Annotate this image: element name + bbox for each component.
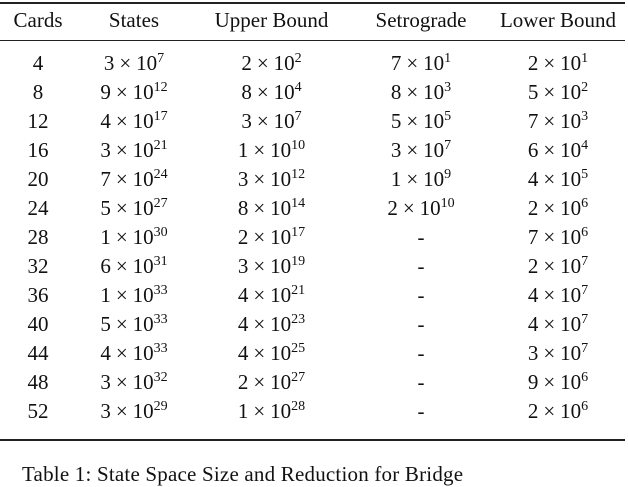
exponent: 7 — [581, 254, 589, 269]
mantissa: 3 — [241, 109, 252, 133]
base: 10 — [560, 80, 582, 104]
cell-states — [76, 281, 192, 310]
mantissa: 4 — [237, 283, 249, 307]
mantissa: 4 — [100, 109, 111, 133]
base: 10 — [132, 225, 154, 249]
base: 10 — [132, 370, 154, 394]
cell-value: 40 — [27, 312, 49, 336]
base: 10 — [560, 312, 582, 336]
cell-lower-bound — [491, 107, 625, 136]
base: 10 — [273, 109, 295, 133]
table-row — [0, 78, 625, 107]
exponent: 3 — [581, 109, 589, 124]
cell-upper-bound — [192, 368, 351, 397]
base: 10 — [273, 80, 295, 104]
header-lower-bound: Lower Bound — [499, 8, 617, 32]
cell-value: - — [417, 341, 425, 365]
table-row — [0, 165, 625, 194]
cell-value: 8 — [32, 80, 44, 104]
cell-lower-bound — [491, 339, 625, 368]
mantissa: 2 — [527, 51, 539, 75]
cell-states — [76, 107, 192, 136]
cell-value: 32 — [27, 254, 49, 278]
cell-states — [76, 78, 192, 107]
cell-lower-bound — [491, 252, 625, 281]
cell-upper-bound — [192, 281, 351, 310]
times-sign: × — [543, 196, 556, 220]
times-sign: × — [543, 399, 556, 423]
times-sign: × — [253, 370, 266, 394]
mantissa: 3 — [237, 167, 249, 191]
exponent: 12 — [291, 167, 306, 182]
cell-setrograde — [351, 281, 491, 310]
times-sign: × — [543, 283, 556, 307]
exponent: 7 — [294, 109, 302, 124]
exponent: 23 — [291, 312, 306, 327]
cell-value: - — [417, 254, 425, 278]
base: 10 — [270, 341, 292, 365]
cell-cards — [0, 368, 76, 397]
table-header-row — [0, 0, 625, 41]
base: 10 — [132, 312, 154, 336]
table-row — [0, 41, 625, 78]
cell-setrograde — [351, 194, 491, 223]
times-sign: × — [115, 370, 128, 394]
table-body — [0, 41, 625, 426]
cell-upper-bound — [192, 78, 351, 107]
cell-value: 24 — [27, 196, 49, 220]
mantissa: 5 — [100, 196, 111, 220]
times-sign: × — [115, 312, 128, 336]
exponent: 30 — [153, 225, 168, 240]
cell-cards — [0, 252, 76, 281]
exponent: 27 — [153, 196, 168, 211]
times-sign: × — [253, 399, 266, 423]
cell-value: 28 — [27, 225, 49, 249]
exponent: 2 — [581, 80, 589, 95]
cell-states — [76, 194, 192, 223]
cell-value: 52 — [27, 399, 49, 423]
base: 10 — [560, 167, 582, 191]
mantissa: 6 — [100, 254, 111, 278]
cell-lower-bound — [491, 194, 625, 223]
cell-states — [76, 165, 192, 194]
table-bottom-rule — [0, 439, 625, 441]
exponent: 7 — [581, 341, 589, 356]
times-sign: × — [543, 51, 556, 75]
exponent: 33 — [153, 341, 168, 356]
mantissa: 2 — [527, 399, 539, 423]
exponent: 10 — [291, 138, 306, 153]
times-sign: × — [543, 109, 556, 133]
base: 10 — [560, 51, 582, 75]
times-sign: × — [543, 225, 556, 249]
base: 10 — [270, 399, 292, 423]
mantissa: 2 — [527, 254, 539, 278]
times-sign: × — [256, 80, 269, 104]
exponent: 4 — [581, 138, 589, 153]
exponent: 6 — [581, 196, 589, 211]
times-sign: × — [115, 283, 128, 307]
times-sign: × — [115, 196, 128, 220]
mantissa: 4 — [100, 341, 111, 365]
base: 10 — [132, 341, 154, 365]
times-sign: × — [543, 80, 556, 104]
mantissa: 4 — [527, 283, 539, 307]
exponent: 12 — [153, 80, 168, 95]
times-sign: × — [253, 225, 266, 249]
cell-upper-bound — [192, 194, 351, 223]
mantissa: 2 — [237, 225, 249, 249]
table-caption: Table 1: State Space Size and Reduction for Bridge — [22, 462, 464, 486]
base: 10 — [270, 283, 292, 307]
times-sign: × — [406, 167, 419, 191]
exponent: 3 — [444, 80, 452, 95]
table-row — [0, 339, 625, 368]
cell-setrograde — [351, 136, 491, 165]
cell-cards — [0, 397, 76, 426]
exponent: 1 — [444, 51, 452, 66]
mantissa: 2 — [387, 196, 398, 220]
table-row — [0, 397, 625, 426]
exponent: 25 — [291, 341, 306, 356]
cell-states — [76, 310, 192, 339]
mantissa: 3 — [100, 138, 111, 162]
times-sign: × — [115, 80, 128, 104]
mantissa: 4 — [527, 167, 539, 191]
cell-value: - — [417, 312, 425, 336]
cell-setrograde — [351, 107, 491, 136]
exponent: 33 — [153, 312, 168, 327]
exponent: 5 — [581, 167, 589, 182]
times-sign: × — [115, 109, 128, 133]
base: 10 — [423, 109, 445, 133]
cell-cards — [0, 223, 76, 252]
exponent: 29 — [153, 399, 168, 414]
table-row — [0, 223, 625, 252]
times-sign: × — [253, 167, 266, 191]
base: 10 — [560, 196, 582, 220]
base: 10 — [560, 225, 582, 249]
base: 10 — [132, 167, 154, 191]
exponent: 27 — [291, 370, 306, 385]
table-row — [0, 281, 625, 310]
cell-value: 36 — [27, 283, 49, 307]
exponent: 7 — [444, 138, 452, 153]
base: 10 — [273, 51, 295, 75]
base: 10 — [270, 312, 292, 336]
base: 10 — [132, 80, 154, 104]
mantissa: 2 — [527, 196, 539, 220]
mantissa: 3 — [527, 341, 539, 365]
times-sign: × — [115, 254, 128, 278]
cell-cards — [0, 78, 76, 107]
cell-setrograde — [351, 165, 491, 194]
times-sign: × — [253, 283, 266, 307]
base: 10 — [560, 138, 582, 162]
header-cards: Cards — [13, 8, 63, 32]
cell-cards — [0, 310, 76, 339]
base: 10 — [270, 196, 292, 220]
cell-lower-bound — [491, 78, 625, 107]
cell-lower-bound — [491, 397, 625, 426]
cell-value: - — [417, 370, 425, 394]
cell-lower-bound — [491, 281, 625, 310]
cell-value: - — [417, 399, 425, 423]
cell-states — [76, 368, 192, 397]
mantissa: 1 — [237, 138, 249, 162]
mantissa: 2 — [241, 51, 252, 75]
cell-upper-bound — [192, 136, 351, 165]
times-sign: × — [253, 138, 266, 162]
cell-states — [76, 223, 192, 252]
cell-lower-bound — [491, 223, 625, 252]
cell-lower-bound — [491, 41, 625, 78]
cell-states — [76, 136, 192, 165]
cell-upper-bound — [192, 252, 351, 281]
cell-value: 20 — [27, 167, 49, 191]
mantissa: 3 — [390, 138, 402, 162]
exponent: 6 — [581, 225, 589, 240]
cell-lower-bound — [491, 165, 625, 194]
mantissa: 5 — [390, 109, 402, 133]
times-sign: × — [256, 51, 269, 75]
base: 10 — [132, 254, 154, 278]
times-sign: × — [115, 167, 128, 191]
exponent: 1 — [581, 51, 589, 66]
exponent: 31 — [153, 254, 168, 269]
cell-upper-bound — [192, 223, 351, 252]
cell-value: - — [417, 225, 425, 249]
header-setrograde: Setrograde — [375, 8, 467, 32]
cell-setrograde — [351, 339, 491, 368]
exponent: 19 — [291, 254, 306, 269]
cell-cards — [0, 165, 76, 194]
base: 10 — [270, 138, 292, 162]
cell-upper-bound — [192, 41, 351, 78]
times-sign: × — [115, 225, 128, 249]
base: 10 — [560, 254, 582, 278]
table-row — [0, 310, 625, 339]
base: 10 — [270, 225, 292, 249]
exponent: 2 — [294, 51, 302, 66]
cell-value: - — [417, 283, 425, 307]
times-sign: × — [253, 312, 266, 336]
exponent: 28 — [291, 399, 306, 414]
mantissa: 7 — [390, 51, 402, 75]
cell-upper-bound — [192, 339, 351, 368]
base: 10 — [560, 283, 582, 307]
cell-value: 12 — [27, 109, 49, 133]
cell-states — [76, 339, 192, 368]
times-sign: × — [406, 80, 419, 104]
cell-setrograde — [351, 397, 491, 426]
mantissa: 3 — [100, 370, 111, 394]
cell-setrograde — [351, 252, 491, 281]
times-sign: × — [119, 51, 132, 75]
base: 10 — [419, 196, 441, 220]
table-row — [0, 252, 625, 281]
exponent: 21 — [291, 283, 306, 298]
base: 10 — [423, 80, 445, 104]
cell-states — [76, 41, 192, 78]
cell-setrograde — [351, 310, 491, 339]
times-sign: × — [115, 399, 128, 423]
cell-value: 4 — [32, 51, 44, 75]
header-states: States — [108, 8, 160, 32]
mantissa: 9 — [527, 370, 539, 394]
base: 10 — [560, 109, 582, 133]
cell-setrograde — [351, 78, 491, 107]
times-sign: × — [406, 51, 419, 75]
exponent: 9 — [444, 167, 452, 182]
base: 10 — [270, 167, 292, 191]
exponent: 5 — [444, 109, 452, 124]
exponent: 21 — [153, 138, 168, 153]
exponent: 17 — [291, 225, 306, 240]
cell-lower-bound — [491, 310, 625, 339]
times-sign: × — [256, 109, 269, 133]
mantissa: 2 — [237, 370, 249, 394]
times-sign: × — [115, 341, 128, 365]
times-sign: × — [253, 254, 266, 278]
exponent: 32 — [153, 370, 168, 385]
times-sign: × — [543, 312, 556, 336]
times-sign: × — [543, 341, 556, 365]
times-sign: × — [543, 138, 556, 162]
table-row — [0, 194, 625, 223]
exponent: 17 — [153, 109, 168, 124]
base: 10 — [423, 167, 445, 191]
cell-lower-bound — [491, 136, 625, 165]
base: 10 — [132, 283, 154, 307]
mantissa: 3 — [100, 399, 111, 423]
base: 10 — [423, 138, 445, 162]
base: 10 — [270, 254, 292, 278]
mantissa: 6 — [527, 138, 539, 162]
cell-value: 48 — [27, 370, 49, 394]
cell-states — [76, 397, 192, 426]
times-sign: × — [253, 341, 266, 365]
mantissa: 1 — [100, 283, 111, 307]
cell-setrograde — [351, 41, 491, 78]
mantissa: 7 — [527, 109, 539, 133]
mantissa: 4 — [237, 341, 249, 365]
cell-upper-bound — [192, 107, 351, 136]
base: 10 — [136, 51, 158, 75]
cell-upper-bound — [192, 397, 351, 426]
base: 10 — [560, 399, 582, 423]
base: 10 — [560, 341, 582, 365]
times-sign: × — [402, 196, 415, 220]
mantissa: 8 — [241, 80, 252, 104]
times-sign: × — [115, 138, 128, 162]
mantissa: 8 — [390, 80, 402, 104]
base: 10 — [560, 370, 582, 394]
exponent: 6 — [581, 370, 589, 385]
times-sign: × — [543, 167, 556, 191]
mantissa: 8 — [237, 196, 249, 220]
mantissa: 1 — [100, 225, 111, 249]
mantissa: 7 — [527, 225, 539, 249]
cell-value: 44 — [27, 341, 49, 365]
mantissa: 1 — [237, 399, 249, 423]
cell-cards — [0, 194, 76, 223]
base: 10 — [132, 109, 154, 133]
table-row — [0, 368, 625, 397]
mantissa: 9 — [100, 80, 111, 104]
mantissa: 5 — [100, 312, 111, 336]
mantissa: 4 — [237, 312, 249, 336]
cell-setrograde — [351, 368, 491, 397]
exponent: 7 — [157, 51, 165, 66]
exponent: 14 — [291, 196, 306, 211]
table-row — [0, 107, 625, 136]
cell-value: 16 — [27, 138, 49, 162]
cell-cards — [0, 281, 76, 310]
base: 10 — [270, 370, 292, 394]
mantissa: 4 — [527, 312, 539, 336]
cell-cards — [0, 41, 76, 78]
times-sign: × — [253, 196, 266, 220]
mantissa: 7 — [100, 167, 111, 191]
cell-cards — [0, 136, 76, 165]
mantissa: 1 — [390, 167, 402, 191]
base: 10 — [132, 399, 154, 423]
exponent: 24 — [153, 167, 168, 182]
base: 10 — [132, 196, 154, 220]
exponent: 6 — [581, 399, 589, 414]
mantissa: 3 — [103, 51, 115, 75]
cell-lower-bound — [491, 368, 625, 397]
cell-upper-bound — [192, 310, 351, 339]
exponent: 4 — [294, 80, 302, 95]
table-row — [0, 136, 625, 165]
base: 10 — [423, 51, 445, 75]
cell-cards — [0, 339, 76, 368]
cell-cards — [0, 107, 76, 136]
times-sign: × — [406, 138, 419, 162]
mantissa: 5 — [527, 80, 539, 104]
exponent: 7 — [581, 312, 589, 327]
times-sign: × — [543, 370, 556, 394]
header-upper-bound: Upper Bound — [214, 8, 329, 32]
exponent: 10 — [440, 196, 455, 211]
exponent: 7 — [581, 283, 589, 298]
base: 10 — [132, 138, 154, 162]
exponent: 33 — [153, 283, 168, 298]
times-sign: × — [406, 109, 419, 133]
cell-setrograde — [351, 223, 491, 252]
cell-states — [76, 252, 192, 281]
cell-upper-bound — [192, 165, 351, 194]
times-sign: × — [543, 254, 556, 278]
mantissa: 3 — [237, 254, 249, 278]
